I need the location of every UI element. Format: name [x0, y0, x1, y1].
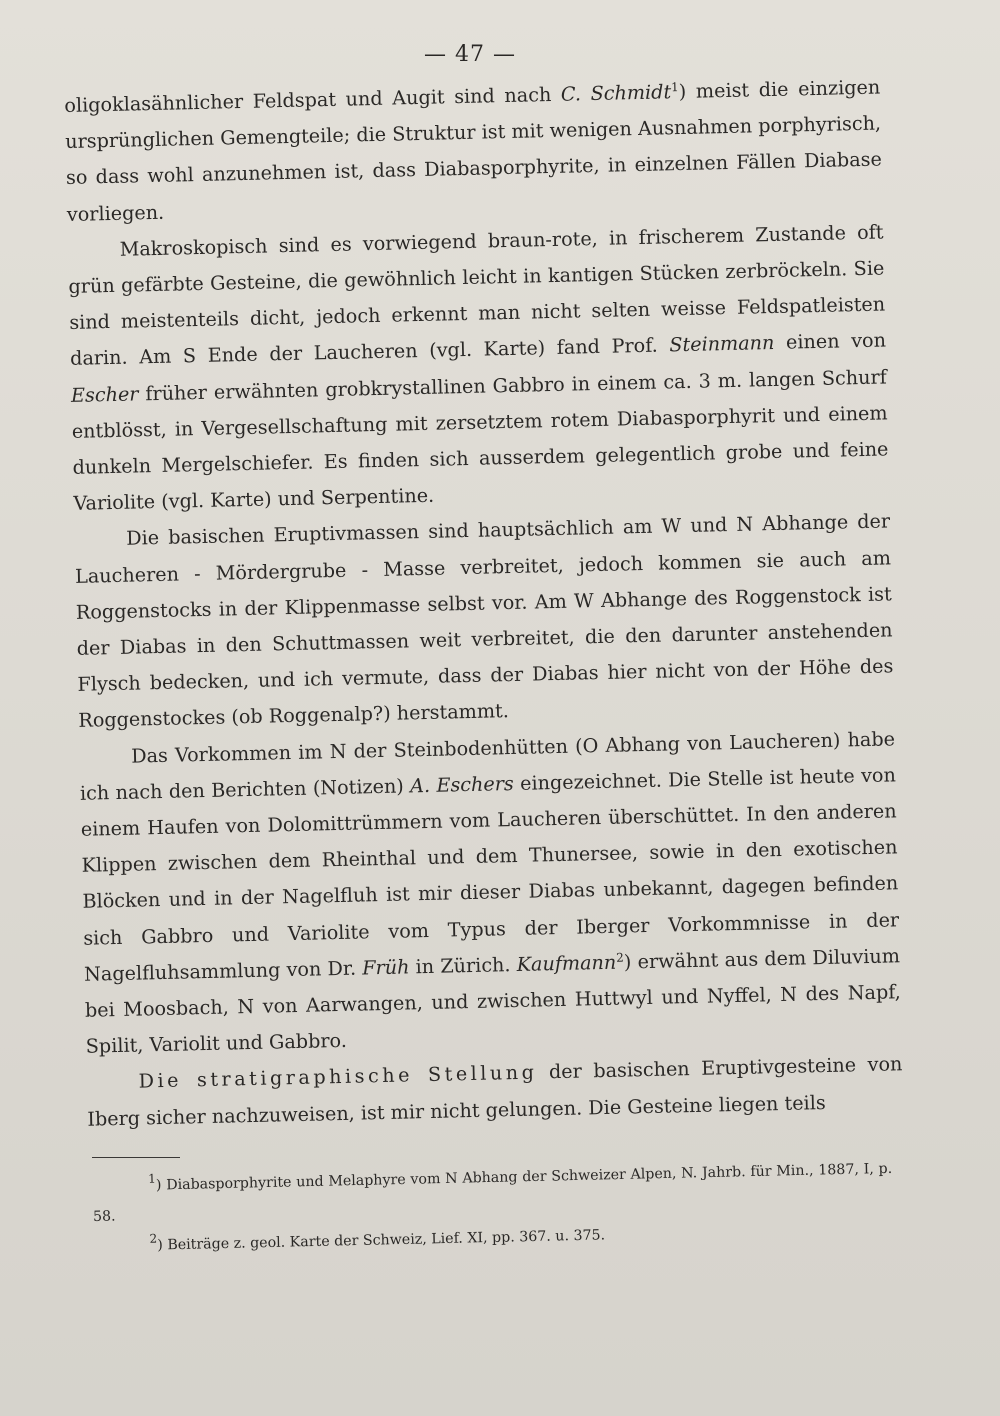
text-run: Das Vorkommen im N der Steinbodenhütten (O Abhang von Laucheren) habe ich nach den Berichten (Notizen)	[79, 726, 896, 805]
author-citation: Escher	[70, 382, 139, 407]
paragraph-2	[67, 214, 889, 522]
text-run: einen von	[774, 328, 887, 355]
text-run: ) erwähnt aus dem Diluvium bei Moosbach, N von Aarwangen, und zwischen Huttwyl und Nyffel, N des Napf, Spilit, Variolit und Gabbro.	[84, 944, 901, 1059]
text-run: oligoklasähnlicher Feldspat und Augit sind nach	[64, 82, 562, 117]
page-number: — 47 —	[424, 42, 516, 67]
author-citation: Kaufmann	[516, 950, 617, 976]
author-citation: C. Schmidt	[560, 80, 672, 106]
text-run: eingezeichnet. Die Stelle ist heute von einem Haufen von Dolomittrümmern vom Laucheren überschüttet. In den anderen Klippen zwischen dem Rheinthal und dem Thunersee, sowie in den exotischen Blöcken und in der Nagelfluh ist mir dieser Diabas unbekannt, dagegen befinden sich Gabbro und Variolite vom Typus der Iberger Vorkommnisse in der Nagelfluhsammlung von Dr.	[80, 763, 900, 986]
footnote-ref-2: 2	[615, 950, 624, 965]
text-run: früher erwähnten grobkrystallinen Gabbro in einem ca. 3 m. langen Schurf entblösst, in Vergesellschaftung mit zersetztem rotem Diabasporphyrit und einem dunkeln Mergelschiefer. Es finden sich ausserdem gelegentlich grobe und feine Variolite (vgl. Karte) und Serpentine.	[71, 365, 889, 516]
text-run: Makroskopisch sind es vorwiegend braun-rote, in frischerem Zustande oft grün gefärbte Gesteine, die gewöhnlich leicht in kantigen Stücken zerbröckeln. Sie sind meistenteils dicht, jedoch erkennt man nicht selten weisse Feldspatleisten darin. Am S Ende der Laucheren (vgl. Karte) fand Prof.	[68, 220, 886, 371]
author-citation: Steinmann	[669, 331, 775, 357]
footnote-ref-1: 1	[670, 80, 679, 95]
spaced-heading-phrase: Die stratigraphische Stellung	[138, 1061, 538, 1094]
paragraph-1	[64, 69, 883, 232]
paragraph-4	[79, 721, 902, 1065]
footnote-rule	[92, 1157, 180, 1158]
author-citation: A. Eschers	[409, 771, 515, 798]
text-run: der basischen Eruptivgesteine von Iberg sicher nachzuweisen, ist mir nicht gelungen. Die Gesteine liegen teils	[87, 1052, 903, 1131]
footnote-text: ) Beiträge z. geol. Karte der Schweiz, Lief. XI, pp. 367. u. 375.	[157, 1227, 606, 1254]
author-citation: Früh	[361, 955, 410, 980]
text-run: in Zürich.	[409, 952, 517, 979]
paragraph-3: Die basischen Eruptivmassen sind hauptsächlich am W und N Abhange der Laucheren - Mördergrube - Masse verbreitet, jedoch kommen sie auch am Roggenstocks in der Klippenmasse selbst vor. Am W Abhange des Roggenstock ist der Diabas in den Schuttmassen weit verbreitet, die den darunter anstehenden Flysch bedecken, und ich vermute, dass der Diabas hier nicht von der Höhe des Roggenstockes (ob Roggenalp?) herstammt.	[74, 509, 894, 733]
footnote-text: ) Diabasporphyrite und Melaphyre vom N Abhang der Schweizer Alpen, N. Jahrb. für Min., 1887, I, p. 58.	[92, 1160, 893, 1225]
footnotes	[92, 1154, 894, 1262]
footnote-marker: 1	[148, 1171, 156, 1186]
footnote-marker: 2	[149, 1231, 158, 1246]
text-run: ) meist die einzigen ursprünglichen Gemengteile; die Struktur ist mit wenigen Ausnahmen porphyrisch, so dass wohl anzunehmen ist, dass Diabasporphyrite, in einzelnen Fällen Diabase vorliegen.	[64, 75, 883, 226]
body-text	[64, 69, 904, 1137]
